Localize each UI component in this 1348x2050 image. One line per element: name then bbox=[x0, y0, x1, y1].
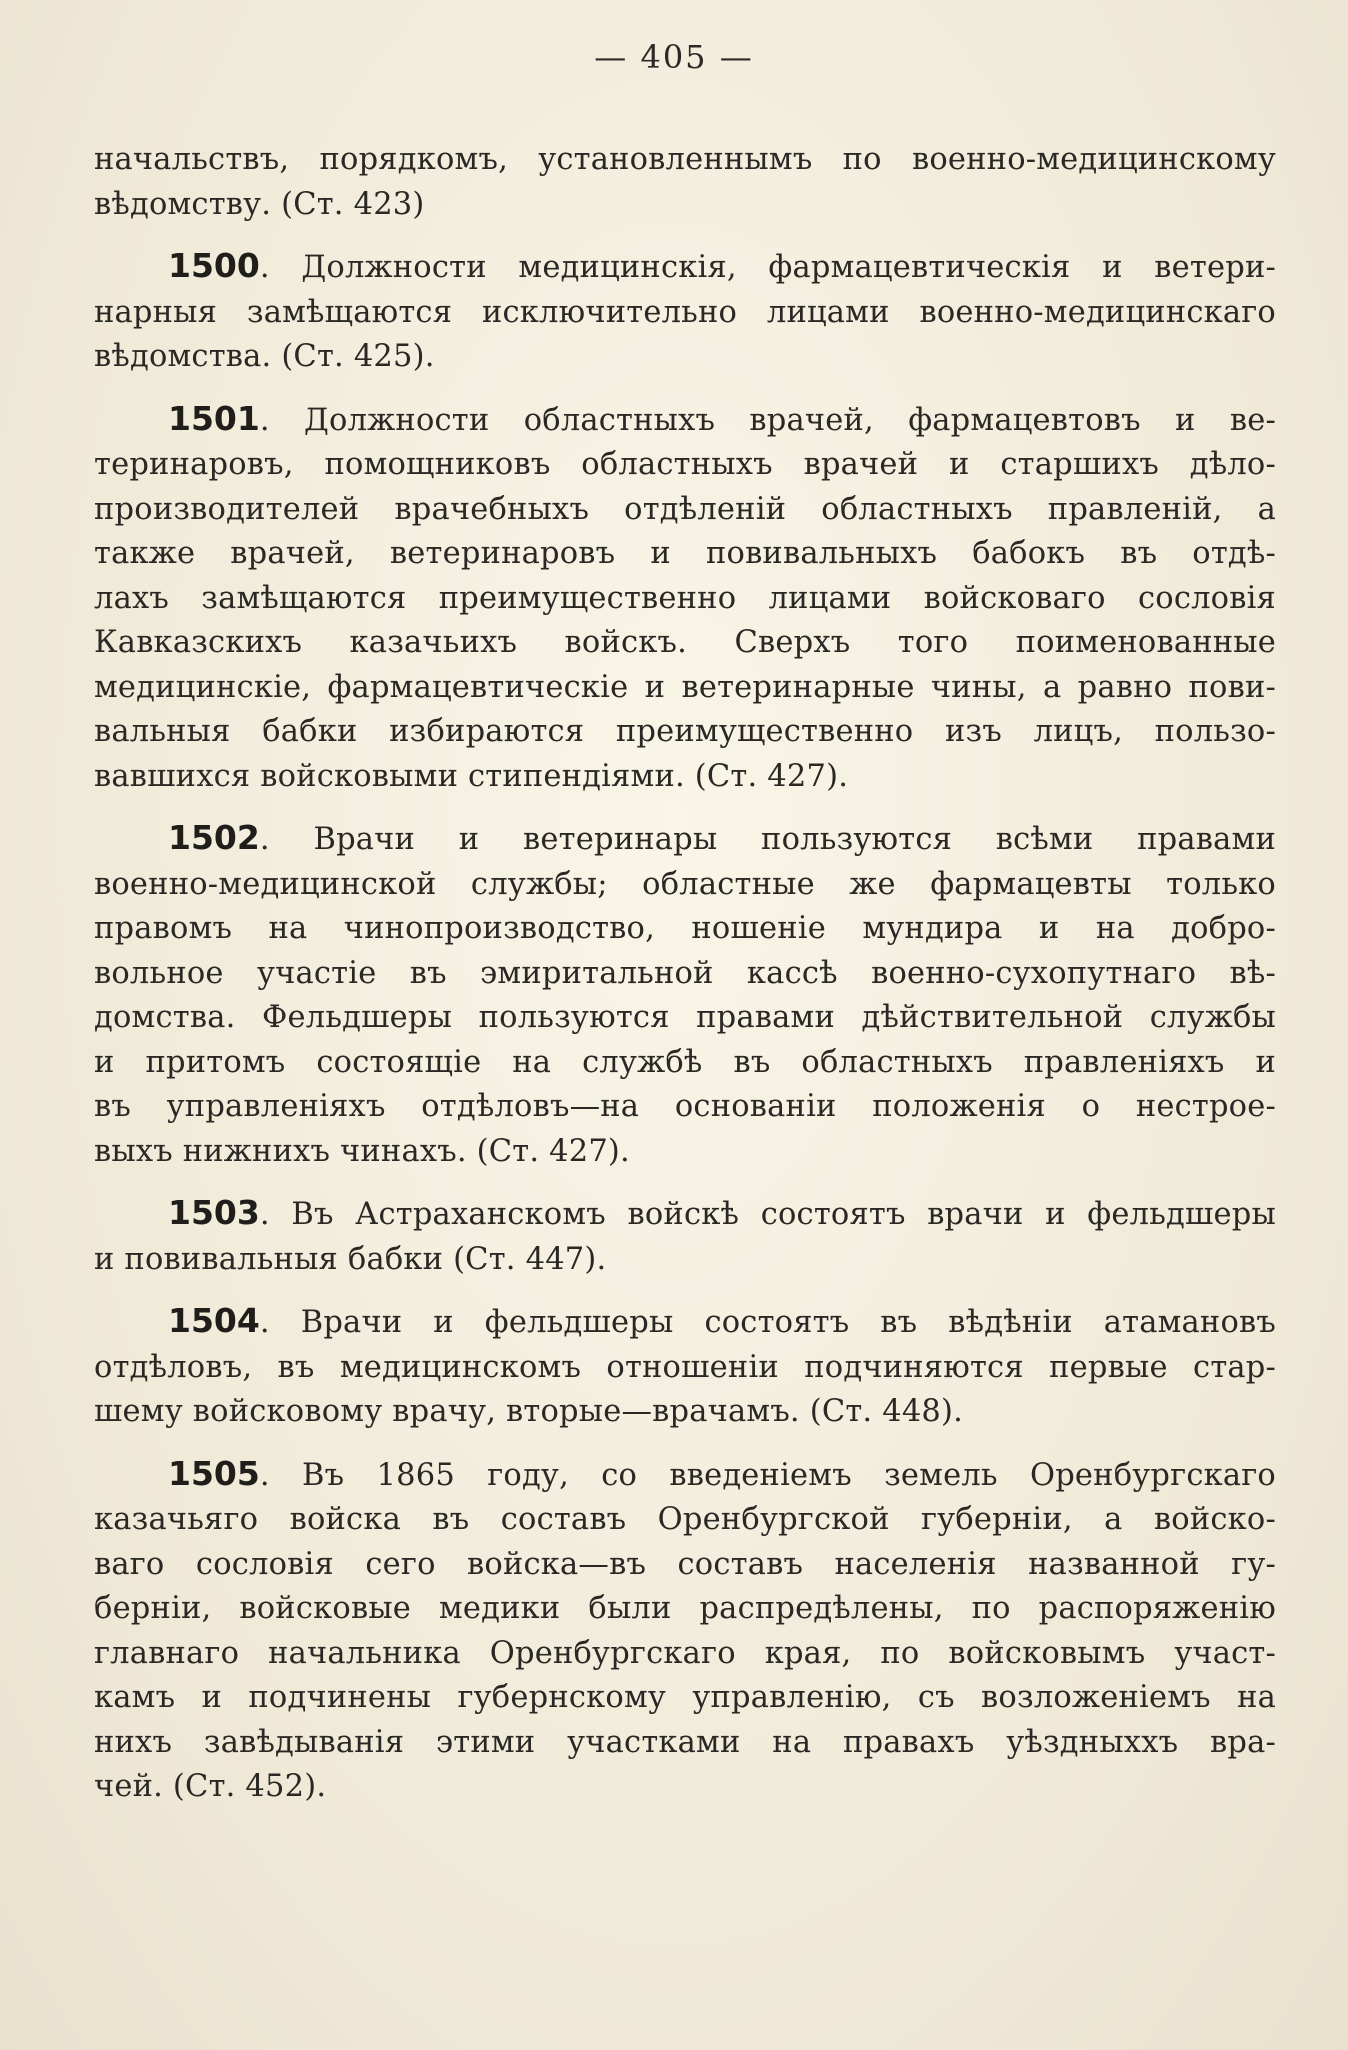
text-line bbox=[94, 244, 1276, 291]
text-fragment: . Врачи и фельдшеры состоятъ въ вѣдѣніи атамановъ bbox=[259, 1305, 1276, 1340]
text-line: нарныя замѣщаются исключительно лицами военно-медицинскаго bbox=[94, 294, 1276, 330]
text-line: производителей врачебныхъ отдѣленій областныхъ правленій, а bbox=[94, 491, 1276, 527]
text-fragment: . Врачи и ветеринары пользуются всѣми правами bbox=[259, 822, 1276, 857]
text-line: вольное участіе въ эмиритальной кассѣ военно-сухопутнаго вѣ- bbox=[94, 955, 1276, 991]
text-line: выхъ нижнихъ чинахъ. (Ст. 427). bbox=[94, 1133, 630, 1169]
text-line: шему войсковому врачу, вторые—врачамъ. (Ст. 448). bbox=[94, 1394, 964, 1429]
text-line: въ управленіяхъ отдѣловъ—на основаніи положенія о нестрое- bbox=[94, 1089, 1276, 1124]
article-1505 bbox=[94, 1452, 1276, 1810]
text-line bbox=[94, 397, 1276, 444]
text-line: Кавказскихъ казачьихъ войскъ. Сверхъ того поименованные bbox=[94, 625, 1276, 660]
text-line: военно-медицинской службы; областные же фармацевты только bbox=[94, 866, 1276, 902]
text-line: вѣдомства. (Ст. 425). bbox=[94, 339, 435, 374]
text-line: также врачей, ветеринаровъ и повивальныхъ бабокъ въ отдѣ- bbox=[94, 536, 1276, 571]
article-1501 bbox=[94, 397, 1276, 800]
text-line: теринаровъ, помощниковъ областныхъ врачей и старшихъ дѣло- bbox=[94, 447, 1276, 482]
text-line: вѣдомству. (Ст. 423) bbox=[94, 186, 425, 222]
text-line bbox=[94, 1191, 1276, 1238]
text-line: нихъ завѣдыванія этими участками на правахъ уѣздныххъ вра- bbox=[94, 1724, 1276, 1760]
text-fragment: . Должности медицинскія, фармацевтическія и ветери- bbox=[259, 250, 1276, 285]
article-1504 bbox=[94, 1299, 1276, 1435]
text-line: вальныя бабки избираются преимущественно изъ лицъ, пользо- bbox=[94, 714, 1276, 749]
article-number: 1504 bbox=[168, 1301, 260, 1340]
article-number: 1505 bbox=[168, 1453, 260, 1493]
text-body bbox=[94, 138, 1276, 1827]
text-line: чей. (Ст. 452). bbox=[94, 1769, 327, 1804]
text-line: и повивальныя бабки (Ст. 447). bbox=[94, 1241, 607, 1277]
text-line: медицинскіе, фармацевтическіе и ветеринарные чины, а равно пови- bbox=[94, 669, 1276, 705]
text-line: ваго сословія сего войска—въ составъ населенія названной гу- bbox=[94, 1546, 1276, 1582]
text-line: отдѣловъ, въ медицинскомъ отношеніи подчиняются первые стар- bbox=[94, 1349, 1276, 1385]
article-number: 1503 bbox=[168, 1193, 260, 1232]
article-1502 bbox=[94, 816, 1276, 1174]
text-line bbox=[94, 1452, 1276, 1499]
text-line: начальствъ, порядкомъ, установленнымъ по военно-медицинскому bbox=[94, 142, 1276, 177]
article-1503 bbox=[94, 1191, 1276, 1282]
text-line: берніи, войсковые медики были распредѣлены, по распоряженію bbox=[94, 1591, 1276, 1626]
page-number: — 405 — bbox=[594, 38, 754, 76]
text-line bbox=[94, 816, 1276, 863]
text-fragment: . Должности областныхъ врачей, фармацевтовъ и ве- bbox=[259, 402, 1276, 438]
text-line: главнаго начальника Оренбургскаго края, по войсковымъ участ- bbox=[94, 1635, 1276, 1671]
paragraph-continuation bbox=[94, 138, 1276, 227]
text-line: и притомъ состоящіе на службѣ въ областныхъ правленіяхъ и bbox=[94, 1044, 1276, 1080]
text-fragment: . Въ Астраханскомъ войскѣ состоятъ врачи и фельдшеры bbox=[259, 1197, 1276, 1232]
text-line: казачьяго войска въ составъ Оренбургской губерніи, а войско- bbox=[94, 1502, 1276, 1537]
text-line: правомъ на чинопроизводство, ношеніе мундира и на добро- bbox=[94, 911, 1276, 946]
article-1500 bbox=[94, 244, 1276, 380]
text-line: камъ и подчинены губернскому управленію, съ возложеніемъ на bbox=[94, 1680, 1276, 1715]
text-line: лахъ замѣщаются преимущественно лицами войсковаго сословія bbox=[94, 580, 1276, 616]
article-number: 1502 bbox=[168, 818, 260, 857]
text-line: вавшихся войсковыми стипендіями. (Ст. 427). bbox=[94, 758, 849, 794]
text-fragment: . Въ 1865 году, со введеніемъ земель Оренбургскаго bbox=[259, 1457, 1276, 1493]
text-line: домства. Фельдшеры пользуются правами дѣйствительной службы bbox=[94, 1000, 1276, 1035]
text-line bbox=[94, 1299, 1276, 1346]
article-number: 1500 bbox=[168, 246, 260, 285]
article-number: 1501 bbox=[168, 398, 260, 438]
